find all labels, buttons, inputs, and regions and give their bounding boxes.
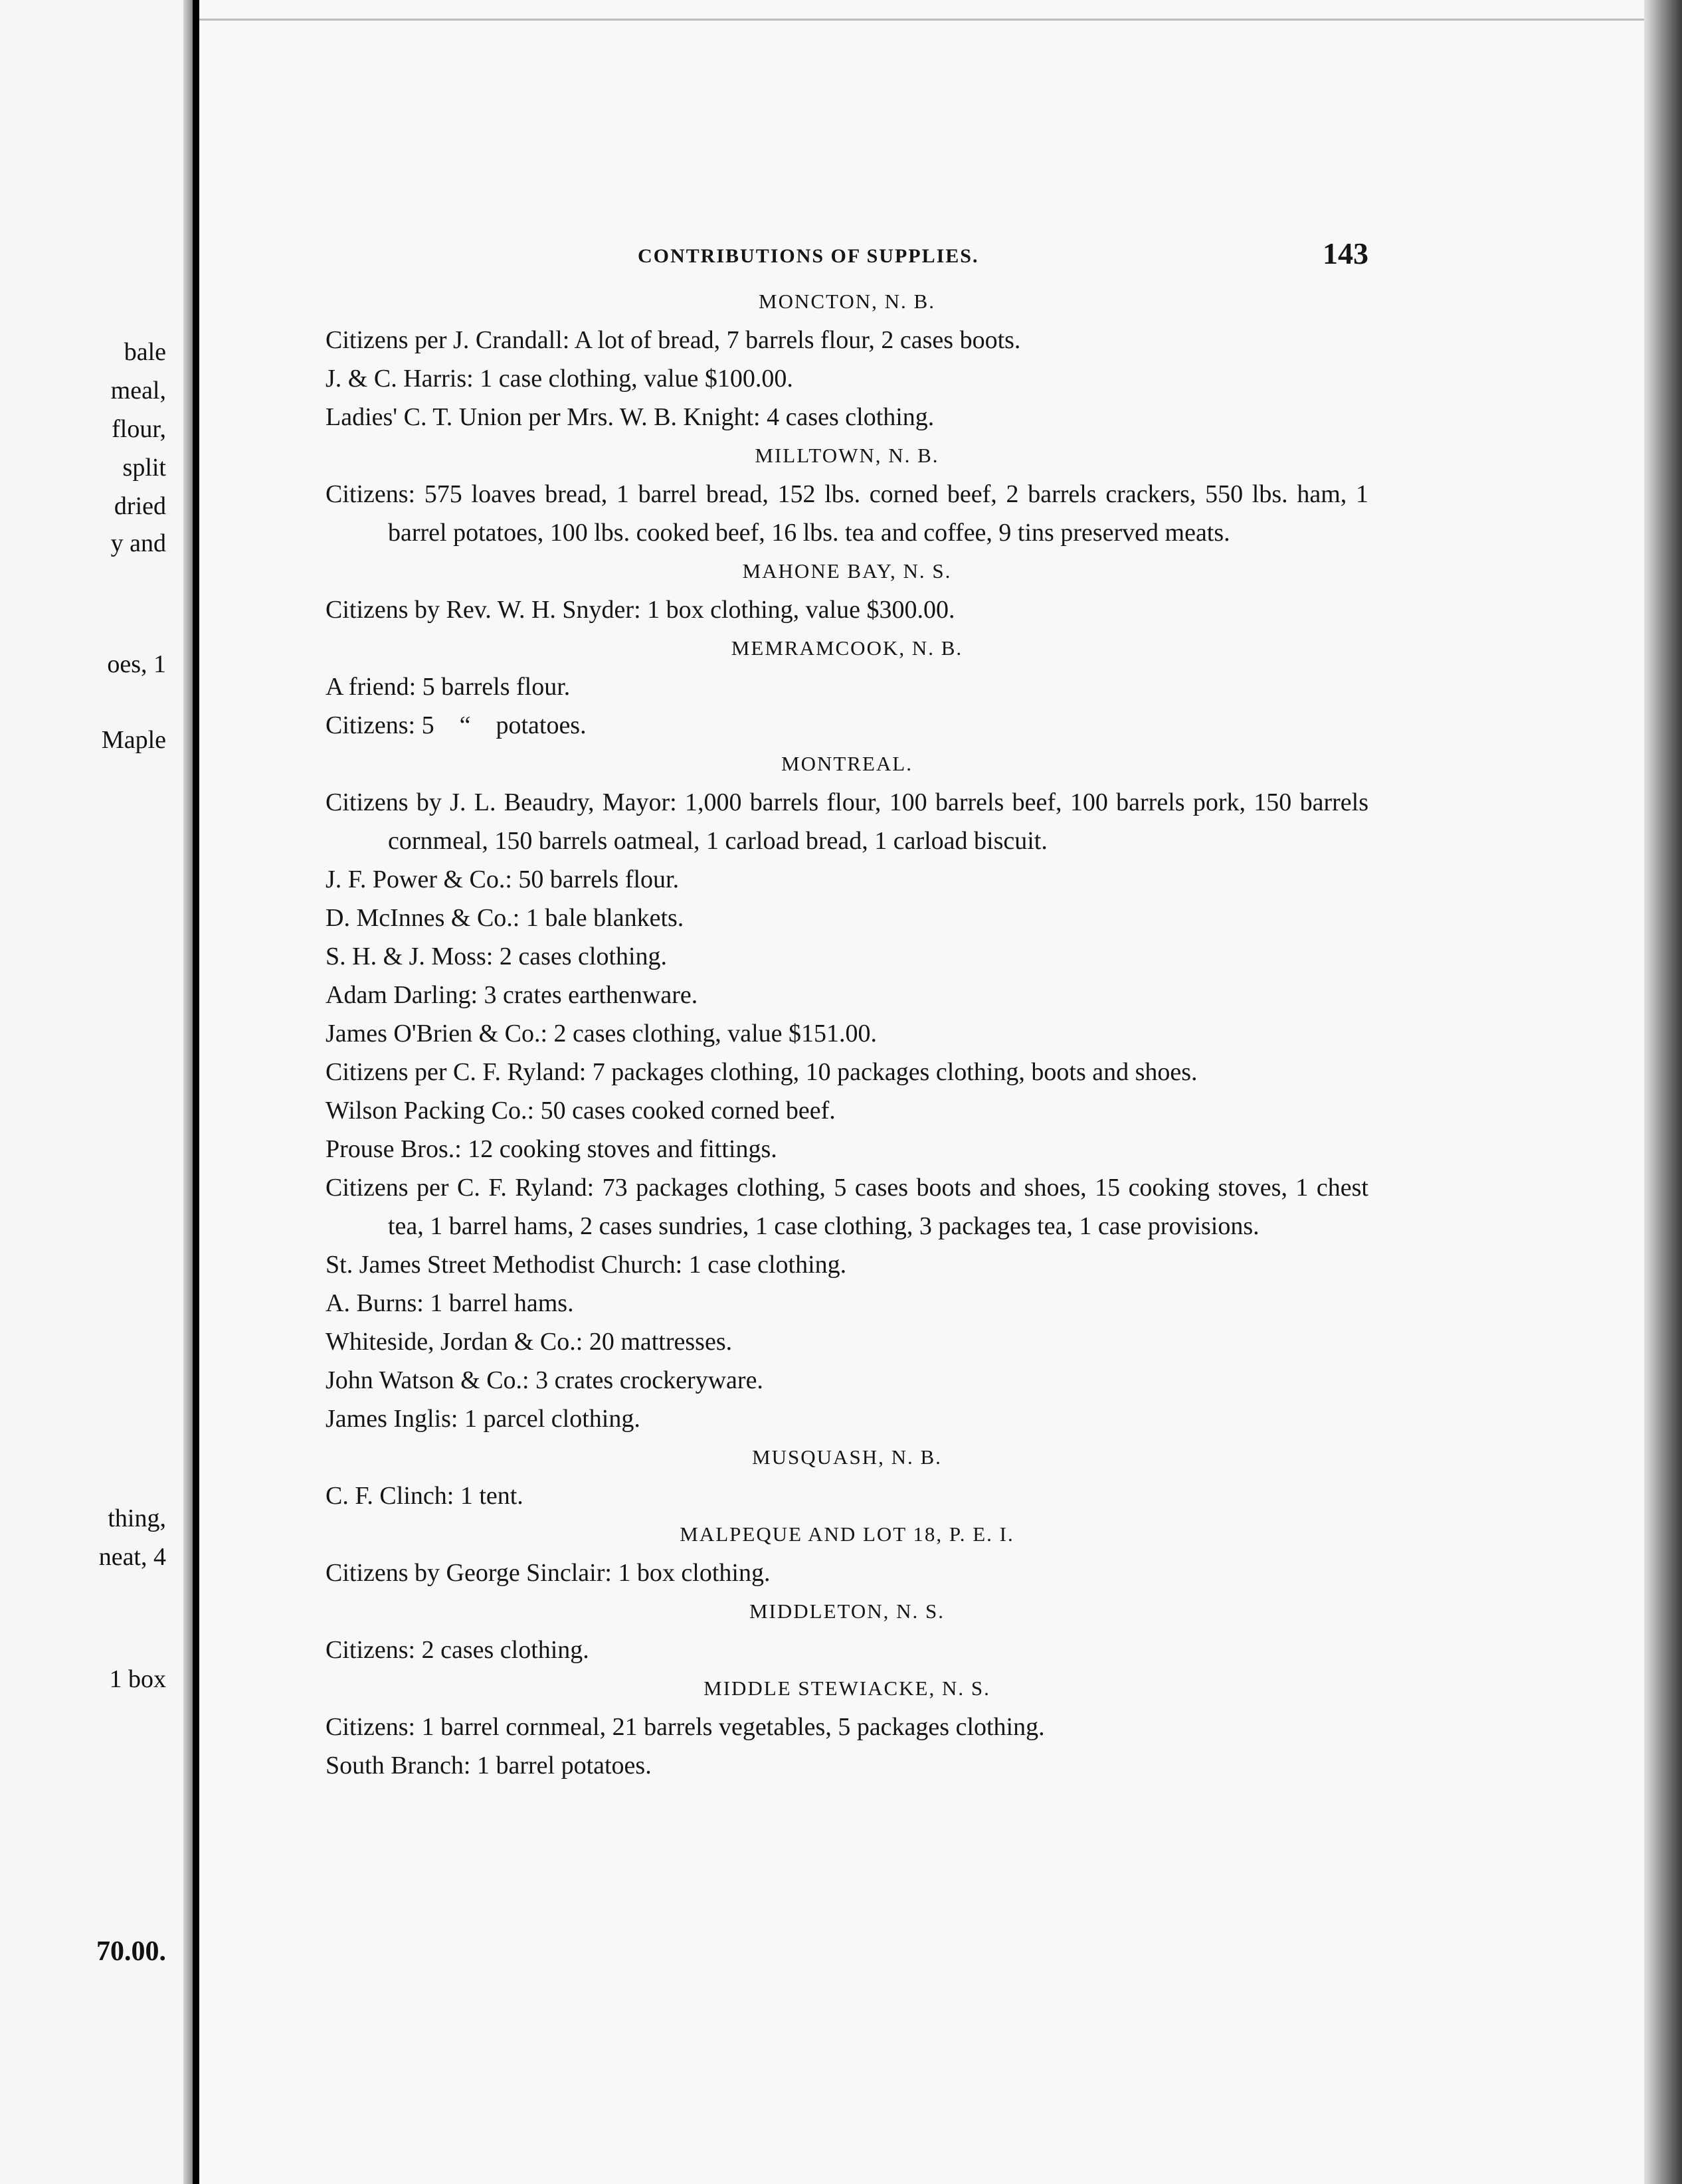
facing-page-gutter	[183, 0, 193, 2184]
entry: Citizens per C. F. Ryland: 7 packages clothing, 10 packages clothing, boots and shoes.	[326, 1058, 1198, 1086]
entry: Ladies' C. T. Union per Mrs. W. B. Knight: 4 cases clothing.	[326, 403, 935, 431]
facing-page-fragment: neat, 4	[98, 1543, 166, 1571]
section	[326, 1515, 1368, 1592]
section	[326, 282, 1368, 436]
page-content	[326, 236, 1368, 1785]
entry: Adam Darling: 3 crates earthenware.	[326, 981, 698, 1009]
running-head	[326, 236, 1368, 282]
section	[326, 745, 1368, 1438]
section	[326, 629, 1368, 745]
entry: John Watson & Co.: 3 crates crockeryware.	[326, 1366, 763, 1394]
place-heading: MAHONE BAY, N. S.	[742, 559, 952, 583]
entry: Citizens per J. Crandall: A lot of bread, 7 barrels flour, 2 cases boots.	[326, 326, 1021, 354]
entry: Citizens per C. F. Ryland: 73 packages clothing, 5 cases boots and shoes, 15 cooking stoves, 1 chest tea, 1 barrel hams, 2 cases sundries, 1 case clothing, 3 packages tea, 1 case provisions.	[326, 1174, 1368, 1240]
entry: Whiteside, Jordan & Co.: 20 mattresses.	[326, 1328, 733, 1356]
page-top-rule	[199, 19, 1644, 21]
entry: Citizens by Rev. W. H. Snyder: 1 box clothing, value $300.00.	[326, 596, 955, 624]
entry: Citizens: 575 loaves bread, 1 barrel bread, 152 lbs. corned beef, 2 barrels crackers, 550 lbs. ham, 1 barrel potatoes, 100 lbs. cooked beef, 16 lbs. tea and coffee, 9 tins preserved meats.	[326, 480, 1368, 547]
facing-page-fragment: dried	[114, 492, 166, 520]
facing-page-fragment: Maple	[101, 726, 166, 754]
entry: D. McInnes & Co.: 1 bale blankets.	[326, 904, 684, 932]
entry: James Inglis: 1 parcel clothing.	[326, 1405, 640, 1433]
facing-page-fragment: oes, 1	[107, 650, 166, 678]
entry: Prouse Bros.: 12 cooking stoves and fittings.	[326, 1135, 777, 1163]
place-heading: MALPEQUE AND LOT 18, P. E. I.	[680, 1522, 1014, 1546]
running-title: CONTRIBUTIONS OF SUPPLIES.	[638, 245, 979, 267]
page-right-edge	[1644, 0, 1682, 2184]
section	[326, 552, 1368, 629]
entry: Citizens by J. L. Beaudry, Mayor: 1,000 barrels flour, 100 barrels beef, 100 barrels pork, 150 barrels cornmeal, 150 barrels oatmeal, 1 carload bread, 1 carload biscuit.	[326, 788, 1368, 855]
entry: J. & C. Harris: 1 case clothing, value $100.00.	[326, 365, 793, 393]
facing-page-fragment: 70.00.	[96, 1936, 166, 1967]
facing-page-fragment: split	[122, 454, 166, 482]
place-heading: MIDDLE STEWIACKE, N. S.	[703, 1677, 990, 1700]
place-heading: MEMRAMCOOK, N. B.	[731, 636, 963, 660]
entry: St. James Street Methodist Church: 1 case clothing.	[326, 1251, 847, 1279]
entry: Wilson Packing Co.: 50 cases cooked corned beef.	[326, 1097, 836, 1125]
entry: Citizens by George Sinclair: 1 box clothing.	[326, 1559, 771, 1587]
entry: A friend: 5 barrels flour.	[326, 673, 571, 701]
place-heading: MONCTON, N. B.	[759, 290, 935, 313]
page-number: 143	[1323, 236, 1368, 270]
place-heading: MIDDLETON, N. S.	[749, 1599, 945, 1623]
facing-page-fragment: meal,	[110, 377, 166, 405]
place-heading: MUSQUASH, N. B.	[752, 1445, 942, 1469]
facing-page-fragment: y and	[110, 529, 166, 557]
entry: Citizens: 1 barrel cornmeal, 21 barrels vegetables, 5 packages clothing.	[326, 1713, 1045, 1741]
place-heading: MILLTOWN, N. B.	[755, 444, 939, 467]
facing-page-fragment: thing,	[108, 1504, 166, 1532]
place-heading: MONTREAL.	[781, 752, 913, 775]
facing-page-fragment: flour,	[112, 415, 166, 443]
entry: Citizens: 5 “ potatoes.	[326, 711, 587, 739]
entry: J. F. Power & Co.: 50 barrels flour.	[326, 865, 680, 893]
entry: A. Burns: 1 barrel hams.	[326, 1289, 574, 1317]
entry: James O'Brien & Co.: 2 cases clothing, value $151.00.	[326, 1020, 878, 1047]
entry: C. F. Clinch: 1 tent.	[326, 1482, 523, 1510]
section	[326, 1438, 1368, 1515]
section	[326, 1592, 1368, 1669]
section	[326, 436, 1368, 552]
facing-page-fragment: 1 box	[109, 1665, 166, 1693]
entry: South Branch: 1 barrel potatoes.	[326, 1752, 652, 1779]
section	[326, 1669, 1368, 1785]
facing-page-fragment: bale	[124, 338, 166, 366]
entry: S. H. & J. Moss: 2 cases clothing.	[326, 943, 668, 970]
entry: Citizens: 2 cases clothing.	[326, 1636, 589, 1664]
facing-page-edge	[0, 0, 193, 2184]
